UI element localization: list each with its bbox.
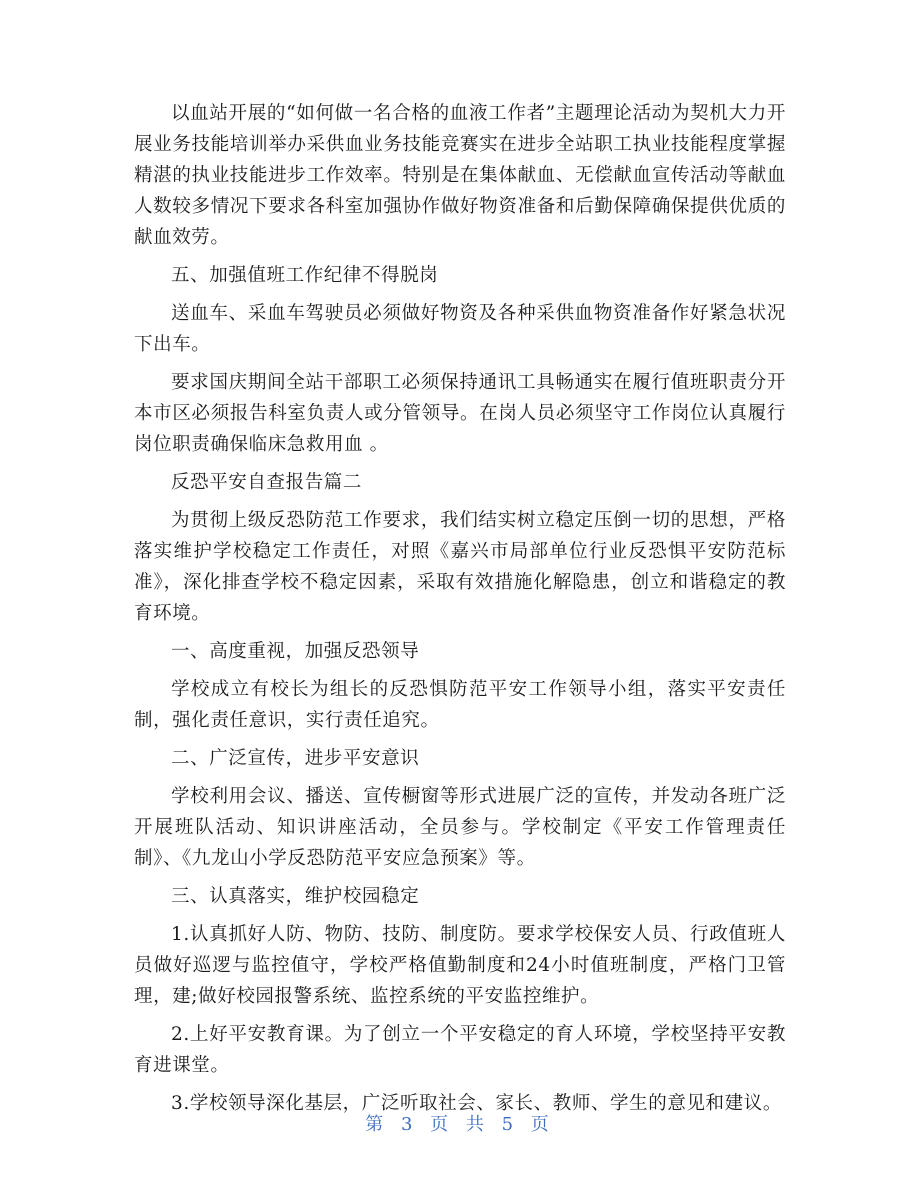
paragraph-6: 学校利用会议、播送、宣传橱窗等形式进展广泛的宣传，并发动各班广泛开展班队活动、知识讲座活动，全员参与。学校制定《平安工作管理责任制》、《九龙山小学反恐防范平安应急预案》等。 — [134, 786, 786, 869]
section-heading-5: 五、加强值班工作纪律不得脱岗 — [171, 265, 439, 286]
list-item-3: 3.学校领导深化基层，广泛听取社会、家长、教师、学生的意见和建议。 — [171, 1093, 782, 1114]
paragraph-4: 为贯彻上级反恐防范工作要求，我们结实树立稳定压倒一切的思想，严格落实维护学校稳定工作责任，对照《嘉兴市局部单位行业反恐惧平安防范标准》，深化排查学校不稳定因素，采取有效措施化解隐患，创立和谐稳定的教育环境。 — [134, 510, 786, 624]
paragraph-3: 要求国庆期间全站干部职工必须保持通讯工具畅通实在履行值班职责分开本市区必须报告科室负责人或分管领导。在岗人员必须坚守工作岗位认真履行岗位职责确保临床急救用血 。 — [134, 372, 786, 455]
list-item-1: 1.认真抓好人防、物防、技防、制度防。要求学校保安人员、行政值班人员做好巡逻与监控值守，学校严格值勤制度和24小时值班制度，严格门卫管理，建;做好校园报警系统、监控系统的平安监控维护。 — [134, 924, 786, 1007]
paragraph-2: 送血车、采血车驾驶员必须做好物资及各种采供血物资准备作好紧急状况下出车。 — [134, 303, 786, 355]
list-item-2: 2.上好平安教育课。为了创立一个平安稳定的育人环境，学校坚持平安教育进课堂。 — [134, 1024, 786, 1076]
section-heading-1: 一、高度重视，加强反恐领导 — [171, 641, 420, 662]
paragraph-5: 学校成立有校长为组长的反恐惧防范平安工作领导小组，落实平安责任制，强化责任意识，实行责任追究。 — [134, 679, 786, 731]
report-title-part-two: 反恐平安自查报告篇二 — [171, 472, 363, 493]
page-indicator: 第 3 页 共 5 页 — [365, 1114, 555, 1135]
paragraph-1: 以血站开展的“如何做一名合格的血液工作者”主题理论活动为契机大力开展业务技能培训举办采供血业务技能竞赛实在进步全站职工执业技能程度掌握精湛的执业技能进步工作效率。特别是在集体献血、无偿献血宣传活动等献血人数较多情况下要求各科室加强协作做好物资准备和后勤保障确保提供优质的献血效劳。 — [134, 103, 786, 248]
section-heading-2: 二、广泛宣传，进步平安意识 — [171, 748, 420, 769]
document-body — [134, 98, 786, 1126]
section-heading-3: 三、认真落实，维护校园稳定 — [171, 886, 420, 907]
